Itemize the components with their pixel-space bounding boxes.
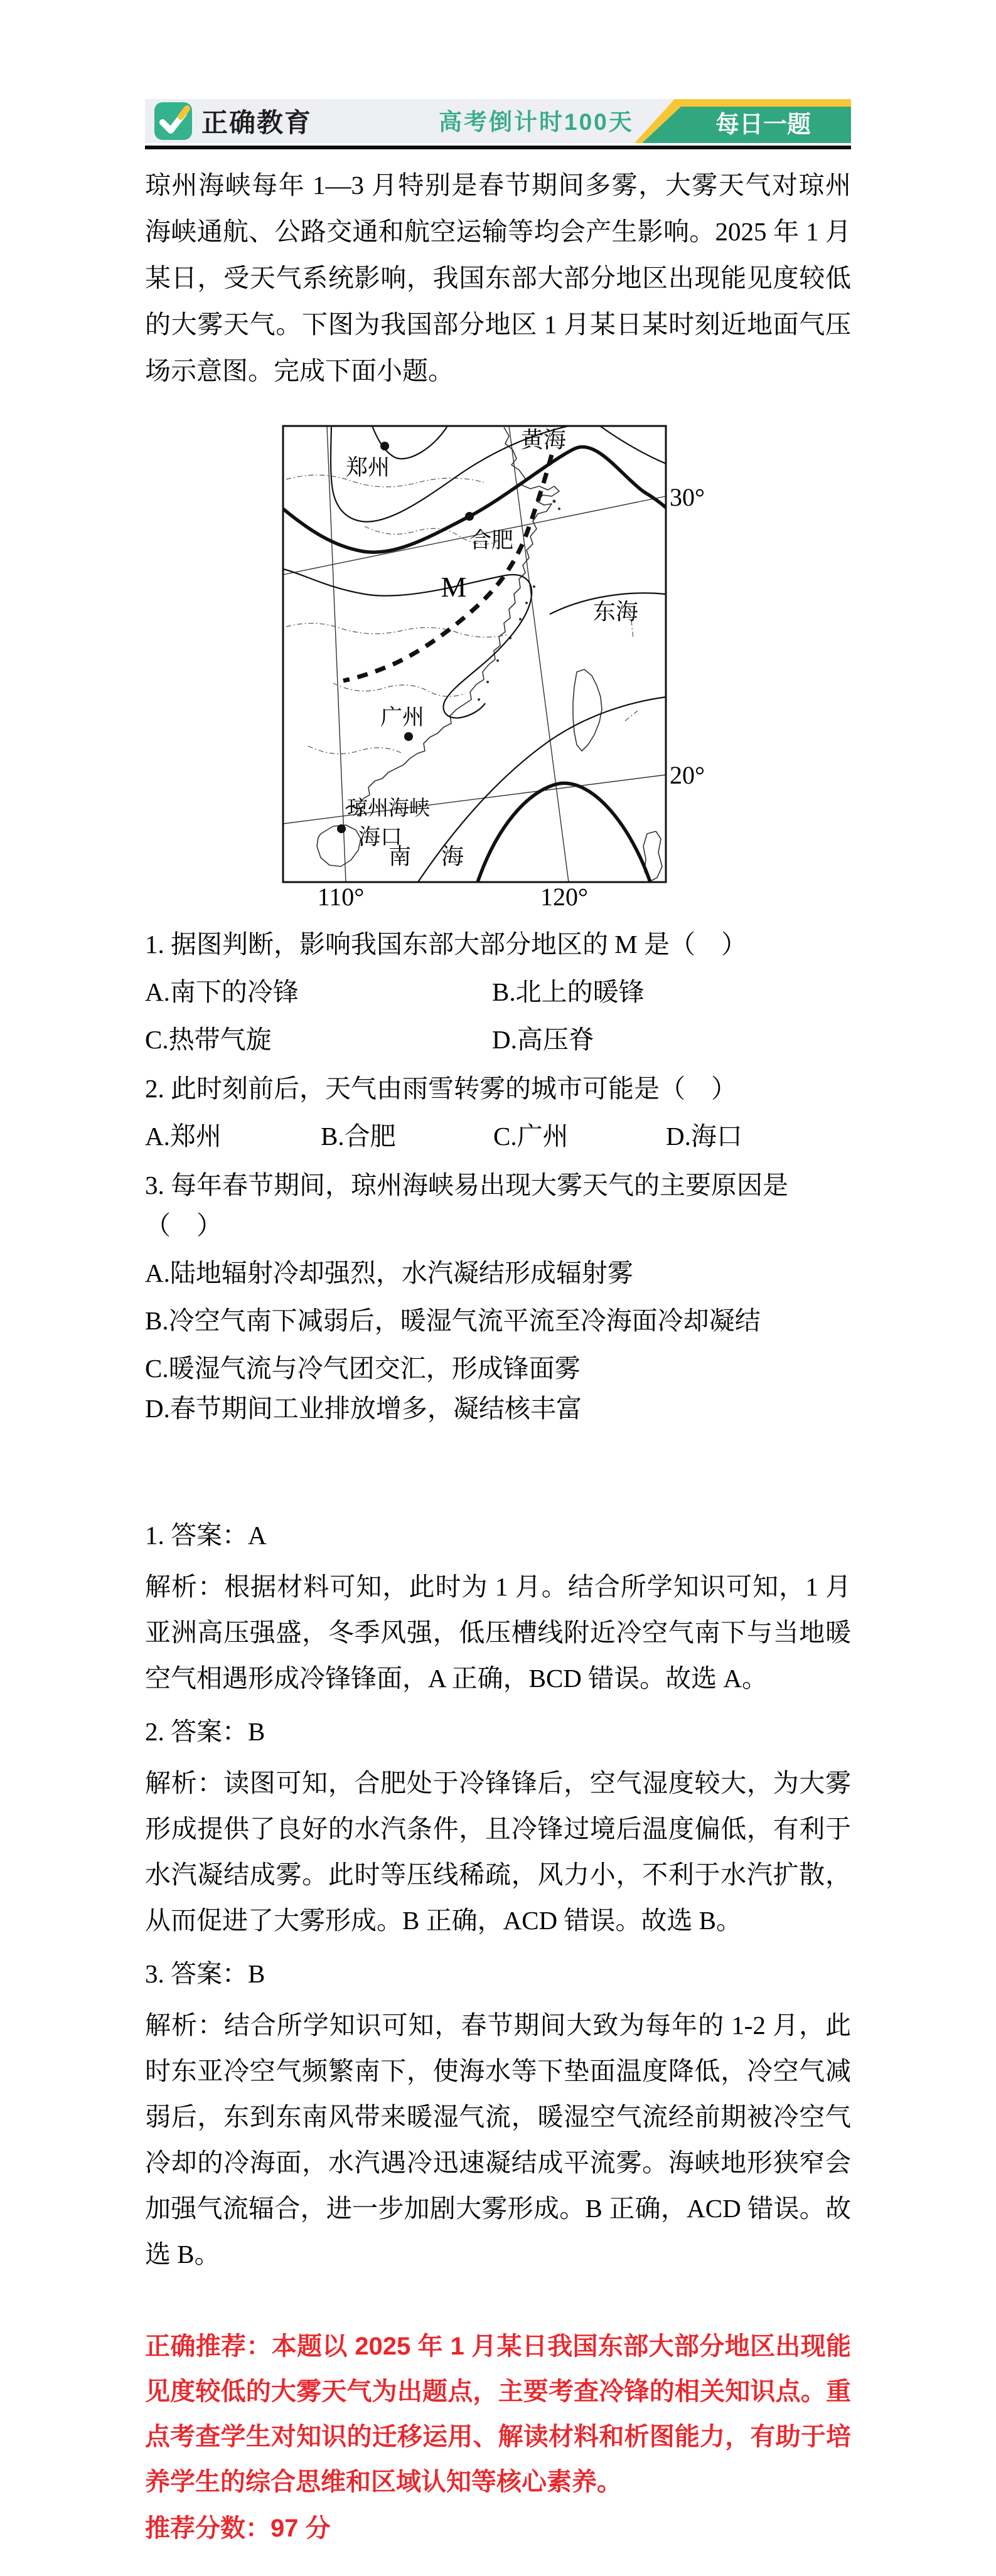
isobar-corner [600, 426, 666, 464]
yellow-sea-label: 黄海 [520, 427, 567, 452]
province-boundary [333, 683, 465, 696]
guangzhou-label: 广州 [380, 705, 425, 730]
option-1c: C.热带气旋 [145, 1025, 272, 1054]
option-3d: D.春节期间工业排放增多，凝结核丰富 [145, 1394, 582, 1423]
option-3b: B.冷空气南下减弱后，暖湿气流平流至冷海面冷却凝结 [145, 1306, 761, 1335]
option-2d: D.海口 [666, 1122, 742, 1151]
qiongzhou-strait-label: 琼州海峡 [347, 797, 430, 820]
answer-1-label: 1. 答案：A [145, 1521, 267, 1550]
question-2-options [145, 1116, 851, 1156]
lon-110-label: 110° [317, 883, 365, 911]
hefei-label: 合肥 [469, 528, 514, 553]
south-sea-label: 南海 [388, 844, 495, 869]
answer-2-analysis: 解析：读图可知，合肥处于冷锋锋后，空气湿度较大，为大雾形成提供了良好的水汽条件，且冷锋过境后温度偏低，有利于水汽凝结成雾。此时等压线稀疏，风力小，不利于水汽扩散，从而促进了大雾形成。B 正确，ACD 错误。故选 B。 [145, 1769, 851, 1935]
header-bar [145, 99, 851, 143]
question-1-options-cd [145, 1019, 851, 1060]
option-3a: A.陆地辐射冷却强烈，水汽凝结形成辐射雾 [145, 1259, 633, 1287]
m-point-label: M [441, 571, 467, 603]
answer-3-label: 3. 答案：B [145, 1959, 265, 1988]
lon-120-label: 120° [540, 883, 588, 911]
lat-20-label: 20° [670, 761, 705, 789]
answer-1-analysis: 解析：根据材料可知，此时为 1 月。结合所学知识可知，1 月亚洲高压强盛，冬季风强，低压槽线附近冷空气南下与当地暖空气相遇形成冷锋锋面，A 正确，BCD 错误。故选 A。 [145, 1572, 851, 1693]
intro-paragraph: 琼州海峡每年 1—3 月特别是春节期间多雾，大雾天气对琼州海峡通航、公路交通和航空运输等均会产生影响。2025 年 1 月某日，受天气系统影响，我国东部大部分地区出现能见度较低的大雾天气。下图为我国部分地区 1 月某日某时刻近地面气压场示意图。完成下面小题。 [145, 171, 851, 385]
haikou-dot [337, 824, 346, 833]
answer-2-label: 2. 答案：B [145, 1717, 265, 1746]
brand [145, 102, 312, 141]
meridian-110 [327, 426, 346, 882]
countdown-text: 高考倒计时100天 [439, 109, 634, 135]
answers-section [145, 1515, 851, 2277]
guangzhou-dot [404, 732, 413, 741]
province-boundary [286, 623, 509, 637]
recommendation-score: 推荐分数：97 分 [145, 2515, 331, 2542]
lat-30-label: 30° [670, 483, 705, 511]
parallel-20 [283, 775, 666, 824]
trough-line-M [343, 455, 552, 681]
recommendation-text: 正确推荐：本题以 2025 年 1 月某日我国东部大部分地区出现能见度较低的大雾天气为出题点，主要考查冷锋的相关知识点。重点考查学生对知识的迁移运用、解读材料和析图能力，有助于培养学生的综合思维和区域认知等核心素养。 [145, 2333, 851, 2496]
boundary-tick-marks [625, 620, 638, 721]
option-3c: C.暖湿气流与冷气团交汇，形成锋面雾 [145, 1354, 581, 1383]
haikou-label: 海口 [358, 825, 403, 849]
pressure-map-figure [270, 420, 851, 915]
option-2c: C.广州 [493, 1122, 569, 1151]
brand-name: 正确教育 [201, 108, 313, 137]
east-sea-label: 东海 [592, 599, 639, 624]
hefei-dot [465, 512, 474, 521]
questions-section [145, 924, 851, 1429]
zhengzhou-label: 郑州 [345, 455, 390, 480]
badge-label: 每日一题 [715, 112, 811, 138]
worksheet-page [145, 0, 851, 2576]
isobar-hook [283, 569, 532, 718]
pressure-map-svg [270, 420, 710, 915]
taiwan-island [573, 669, 602, 751]
daily-question-badge [635, 99, 851, 146]
recommendation-section [145, 2324, 851, 2551]
map-frame [283, 426, 666, 882]
answer-3-analysis: 解析：结合所学知识可知，春节期间大致为每年的 1-2 月，此时东亚冷空气频繁南下，使海水等下垫面温度降低，冷空气减弱后，东到东南风带来暖湿气流，暖湿空气流经前期被冷空气冷却的冷海面，水汽遇冷迅速凝结成平流雾。海峡地形狭窄会加强气流辐合，进一步加剧大雾形成。B 正确，ACD 错误。故选 B。 [145, 2011, 851, 2269]
question-3-stem: 3. 每年春节期间，琼州海峡易出现大雾天气的主要原因是（ ） [145, 1171, 788, 1240]
question-1-stem: 1. 据图判断，影响我国东部大部分地区的 M 是（ ） [145, 930, 747, 959]
option-2b: B.合肥 [321, 1122, 396, 1151]
option-1d: D.高压脊 [492, 1025, 594, 1054]
option-2a: A.郑州 [145, 1122, 222, 1151]
option-1b: B.北上的暖锋 [492, 977, 645, 1006]
question-2-stem: 2. 此时刻前后，天气由雨雪转雾的城市可能是（ ） [145, 1074, 737, 1103]
brand-logo-check-icon [154, 102, 193, 141]
zhengzhou-dot [380, 442, 389, 450]
question-1-options-ab [145, 972, 851, 1012]
isobar-bold-ridge [478, 783, 650, 882]
province-boundary [308, 746, 402, 754]
option-1a: A.南下的冷锋 [145, 977, 299, 1006]
